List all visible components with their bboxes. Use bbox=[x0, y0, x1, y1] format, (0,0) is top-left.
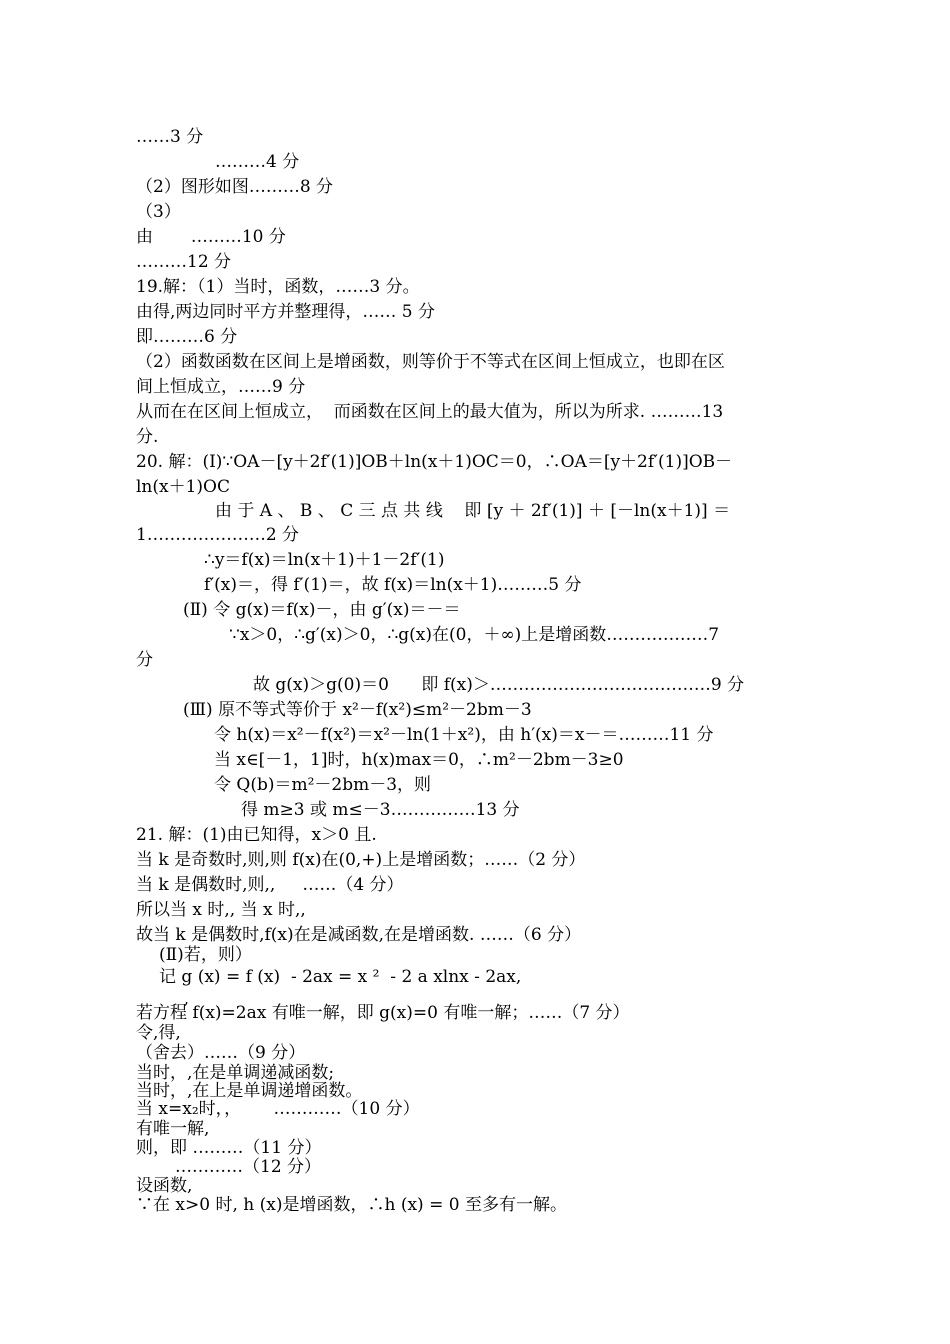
text-line: 当时，,在上是单调递增函数。 bbox=[136, 1081, 363, 1101]
text-line: …………（12 分） bbox=[175, 1157, 322, 1177]
text-line: 故 g(x)＞g(0)＝0 即 f(x)＞…………………………………9 分 bbox=[253, 675, 745, 695]
text-line: 故当 k 是偶数时,f(x)在是减函数,在是增函数. ……（6 分） bbox=[136, 925, 582, 945]
text-line: 则，即 ………（11 分） bbox=[136, 1138, 322, 1158]
text-line: 从而在在区间上恒成立， 而函数在区间上的最大值为，所以为所求. ………13 bbox=[136, 402, 724, 422]
text-line: (Ⅲ) 原不等式等价于 x²－f(x²)≤m²－2bm－3 bbox=[183, 700, 532, 720]
text-line: （2）图形如图………8 分 bbox=[136, 177, 334, 197]
text-line: , bbox=[184, 990, 189, 1008]
text-line: 分. bbox=[136, 427, 159, 447]
text-line: 1…………………2 分 bbox=[136, 525, 300, 545]
text-line: 令 h(x)＝x²－f(x²)＝x²－ln(1＋x²)，由 h′(x)＝x－＝………11 分 bbox=[214, 725, 714, 745]
text-line: 当时，,在是单调递减函数; bbox=[136, 1063, 335, 1083]
text-line: 所以当 x 时,, 当 x 时,, bbox=[136, 900, 306, 920]
text-line: 由 于 A 、 B 、 C 三 点 共 线 即 [y ＋ 2f′(1)] ＋ [－ln(x＋1)] ＝ bbox=[215, 501, 731, 521]
text-line: 令,得, bbox=[136, 1023, 181, 1043]
text-line: 当 k 是奇数时,则,则 f(x)在(0,+)上是增函数；……（2 分） bbox=[136, 850, 586, 870]
text-line: 若方程 f(x)=2ax 有唯一解，即 g(x)=0 有唯一解；……（7 分） bbox=[136, 1003, 630, 1023]
text-line: 由得,两边同时平方并整理得，…… 5 分 bbox=[136, 302, 436, 322]
text-line: ∵在 x>0 时, h (x)是增函数，∴h (x) = 0 至多有一解。 bbox=[136, 1195, 567, 1215]
text-line: ………4 分 bbox=[215, 152, 300, 172]
text-line: (Ⅱ) 令 g(x)＝f(x)－，由 g′(x)＝－＝ bbox=[183, 600, 461, 620]
text-line: 20. 解：(Ⅰ)∵OA－[y＋2f′(1)]OB＋ln(x＋1)OC＝0，∴OA＝[y＋2f′(1)]OB－ bbox=[136, 452, 733, 472]
text-line: ∴y＝f(x)＝ln(x＋1)＋1－2f′(1) bbox=[204, 550, 445, 570]
text-line: 令 Q(b)＝m²－2bm－3，则 bbox=[214, 775, 432, 795]
text-line: 分 bbox=[136, 650, 153, 670]
text-line: （舍去）……（9 分） bbox=[136, 1043, 306, 1063]
text-line: （2）函数函数在区间上是增函数，则等价于不等式在区间上恒成立，也即在区 bbox=[136, 352, 725, 372]
text-line: 记 g (x) = f (x) - 2ax = x ² - 2 a xlnx - 2ax, bbox=[159, 967, 522, 987]
text-line: ………12 分 bbox=[136, 252, 232, 272]
text-line: 当 k 是偶数时,则,, ……（4 分） bbox=[136, 875, 404, 895]
text-line: 即………6 分 bbox=[136, 327, 238, 347]
text-line: 有唯一解, bbox=[136, 1119, 210, 1139]
text-line: 当 x∈[－1，1]时，h(x)max＝0，∴m²－2bm－3≥0 bbox=[214, 750, 624, 770]
text-line: 得 m≥3 或 m≤－3……………13 分 bbox=[241, 800, 520, 820]
text-line: ∵x＞0，∴g′(x)＞0，∴g(x)在(0，＋∞)上是增函数………………7 bbox=[229, 625, 720, 645]
text-line: （3） bbox=[136, 202, 181, 222]
text-line: 21. 解：(1)由已知得，x＞0 且. bbox=[136, 825, 377, 845]
text-line: 间上恒成立，……9 分 bbox=[136, 377, 306, 397]
text-line: (Ⅱ)若，则） bbox=[159, 945, 252, 965]
text-line: f′(x)＝，得 f′(1)＝，故 f(x)＝ln(x＋1)………5 分 bbox=[204, 575, 582, 595]
text-line: ……3 分 bbox=[136, 127, 204, 147]
text-line: 由 ………10 分 bbox=[136, 227, 286, 247]
text-line: 设函数, bbox=[136, 1176, 193, 1196]
text-line: 当 x=x₂时，， …………（10 分） bbox=[136, 1099, 420, 1119]
text-line: 19.解：（1）当时，函数，……3 分。 bbox=[136, 277, 420, 297]
text-line: ln(x＋1)OC bbox=[136, 477, 230, 497]
